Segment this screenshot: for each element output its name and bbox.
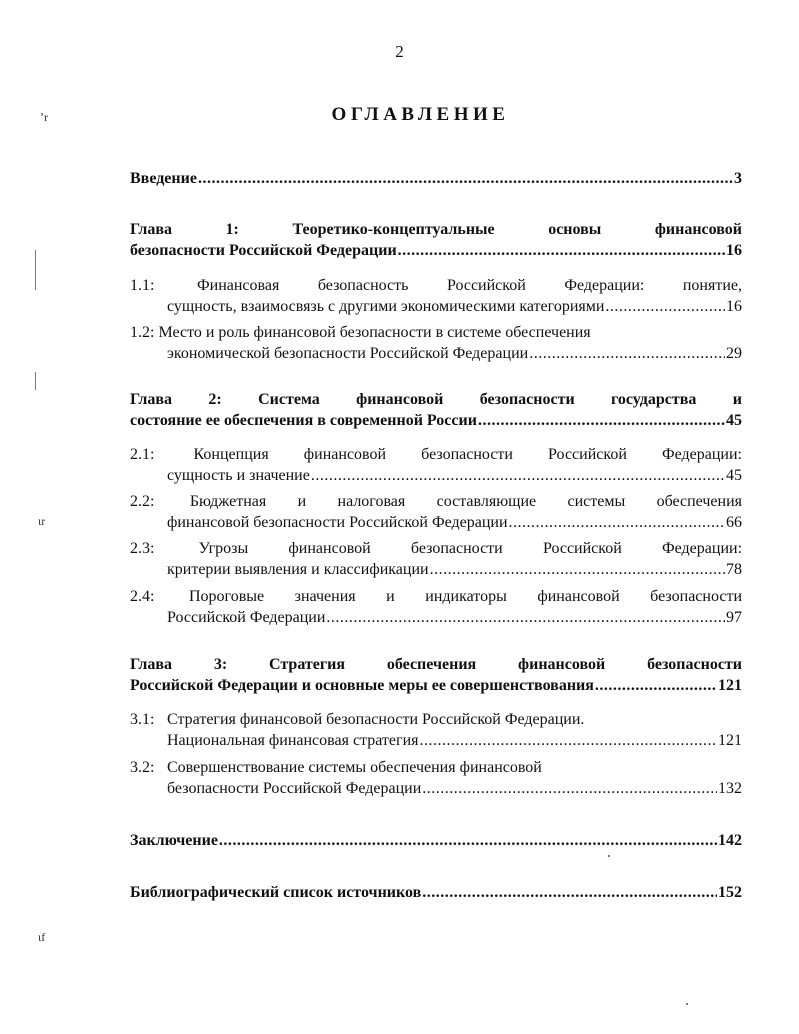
entry-title: Заключение	[130, 832, 218, 849]
chapter-title-line2: состояние ее обеспечения в современной России	[130, 412, 477, 429]
scan-speck	[686, 1003, 688, 1005]
toc-section-1-1[interactable]	[130, 275, 742, 317]
dot-leader	[311, 465, 725, 486]
dot-leader	[398, 240, 725, 261]
page-ref: 142	[718, 832, 742, 849]
chapter-label: Глава 1:	[130, 221, 239, 238]
toc-section-2-1[interactable]	[130, 444, 742, 486]
page-number: 2	[395, 42, 404, 61]
section-title-line1: Концепция финансовой безопасности Российской Федерации:	[193, 446, 743, 463]
section-title-line1: Совершенствование системы обеспечения финансовой	[167, 759, 542, 776]
entry-title: Введение	[130, 170, 197, 187]
section-title-line1: Угрозы финансовой безопасности Российской Федерации:	[198, 540, 743, 557]
toc-section-2-2[interactable]	[130, 491, 742, 533]
section-title-line1: Место и роль финансовой безопасности в системе обеспечения	[158, 324, 591, 341]
section-title-line1: Стратегия финансовой безопасности Российской Федерации.	[167, 711, 585, 728]
page-ref: 3	[734, 170, 742, 187]
dot-leader	[595, 675, 717, 696]
margin-mark: ɩr	[38, 514, 46, 528]
margin-mark: ɩf	[38, 930, 46, 944]
dot-leader	[422, 778, 717, 799]
toc-section-1-2[interactable]	[130, 322, 742, 364]
section-title-line1: Пороговые значения и индикаторы финансовой безопасности	[189, 588, 743, 605]
section-title-line2: Национальная финансовая стратегия	[167, 732, 419, 749]
dot-leader	[605, 296, 725, 317]
toc-entry-introduction[interactable]	[130, 168, 742, 189]
page-ref: 29	[726, 345, 742, 362]
section-title-line2: сущность и значение	[167, 467, 310, 484]
chapter-label: Глава 2:	[130, 391, 222, 408]
page-ref: 45	[726, 467, 742, 484]
section-number: 2.2:	[130, 493, 155, 510]
page-ref: 78	[726, 561, 742, 578]
section-number: 1.1:	[130, 277, 155, 294]
section-title-line2: финансовой безопасности Российской Федерации	[167, 514, 508, 531]
dot-leader	[219, 830, 717, 851]
dot-leader	[420, 730, 717, 751]
chapter-title-line1: Стратегия обеспечения финансовой безопасности	[269, 656, 743, 673]
dot-leader	[198, 168, 733, 189]
section-number: 1.2:	[130, 324, 155, 341]
toc-entry-bibliography[interactable]	[130, 882, 742, 903]
section-number: 3.1:	[130, 711, 155, 728]
section-title-line2: критерии выявления и классификации	[167, 561, 429, 578]
dot-leader	[478, 410, 725, 431]
section-title-line2: Российской Федерации	[167, 609, 326, 626]
toc-section-2-3[interactable]	[130, 538, 742, 580]
toc-chapter-1[interactable]	[130, 219, 742, 261]
section-number: 2.1:	[130, 446, 155, 463]
section-number: 2.3:	[130, 540, 155, 557]
toc-section-3-1[interactable]	[130, 709, 742, 751]
chapter-label: Глава 3:	[130, 656, 228, 673]
section-number: 2.4:	[130, 588, 155, 605]
chapter-title-line2: безопасности Российской Федерации	[130, 242, 397, 259]
scan-line	[35, 250, 36, 290]
section-title-line2: экономической безопасности Российской Федерации	[167, 345, 529, 362]
page-ref: 97	[726, 609, 742, 626]
scan-line	[35, 372, 36, 390]
chapter-heading-line	[130, 219, 742, 240]
toc-title: ОГЛАВЛЕНИЕ	[331, 104, 510, 125]
page-ref: 16	[726, 298, 742, 315]
section-title-line2: сущность, взаимосвязь с другими экономическими категориями	[167, 298, 605, 315]
page-ref: 16	[726, 242, 742, 259]
dot-leader	[529, 343, 725, 364]
section-number: 3.2:	[130, 759, 155, 776]
section-title-line1: Бюджетная и налоговая составляющие системы обеспечения	[189, 493, 742, 510]
page-ref: 66	[726, 514, 742, 531]
page-ref: 152	[718, 884, 742, 901]
page-ref: 121	[718, 732, 742, 749]
dot-leader	[422, 882, 717, 903]
section-title-line2: безопасности Российской Федерации	[167, 780, 422, 797]
page-ref: 132	[718, 780, 742, 797]
chapter-title-line2: Российской Федерации и основные меры ее совершенствования	[130, 677, 594, 694]
entry-title: Библиографический список источников	[130, 884, 422, 901]
toc-section-2-4[interactable]	[130, 586, 742, 628]
dot-leader	[430, 559, 725, 580]
chapter-title-line1: Система финансовой безопасности государства и	[258, 391, 743, 408]
section-title-line1: Финансовая безопасность Российской Федерации: понятие,	[196, 277, 743, 294]
scan-speck	[608, 855, 610, 857]
dot-leader	[326, 607, 725, 628]
dot-leader	[509, 512, 725, 533]
margin-mark: ʼr	[40, 110, 48, 124]
toc-chapter-2[interactable]	[130, 389, 742, 431]
toc-chapter-3[interactable]	[130, 654, 742, 696]
page-ref: 45	[726, 412, 742, 429]
page-ref: 121	[718, 677, 742, 694]
toc-entry-conclusion[interactable]	[130, 830, 742, 851]
toc-section-3-2[interactable]	[130, 757, 742, 799]
chapter-title-line1: Теоретико-концептуальные основы финансовой	[292, 221, 743, 238]
